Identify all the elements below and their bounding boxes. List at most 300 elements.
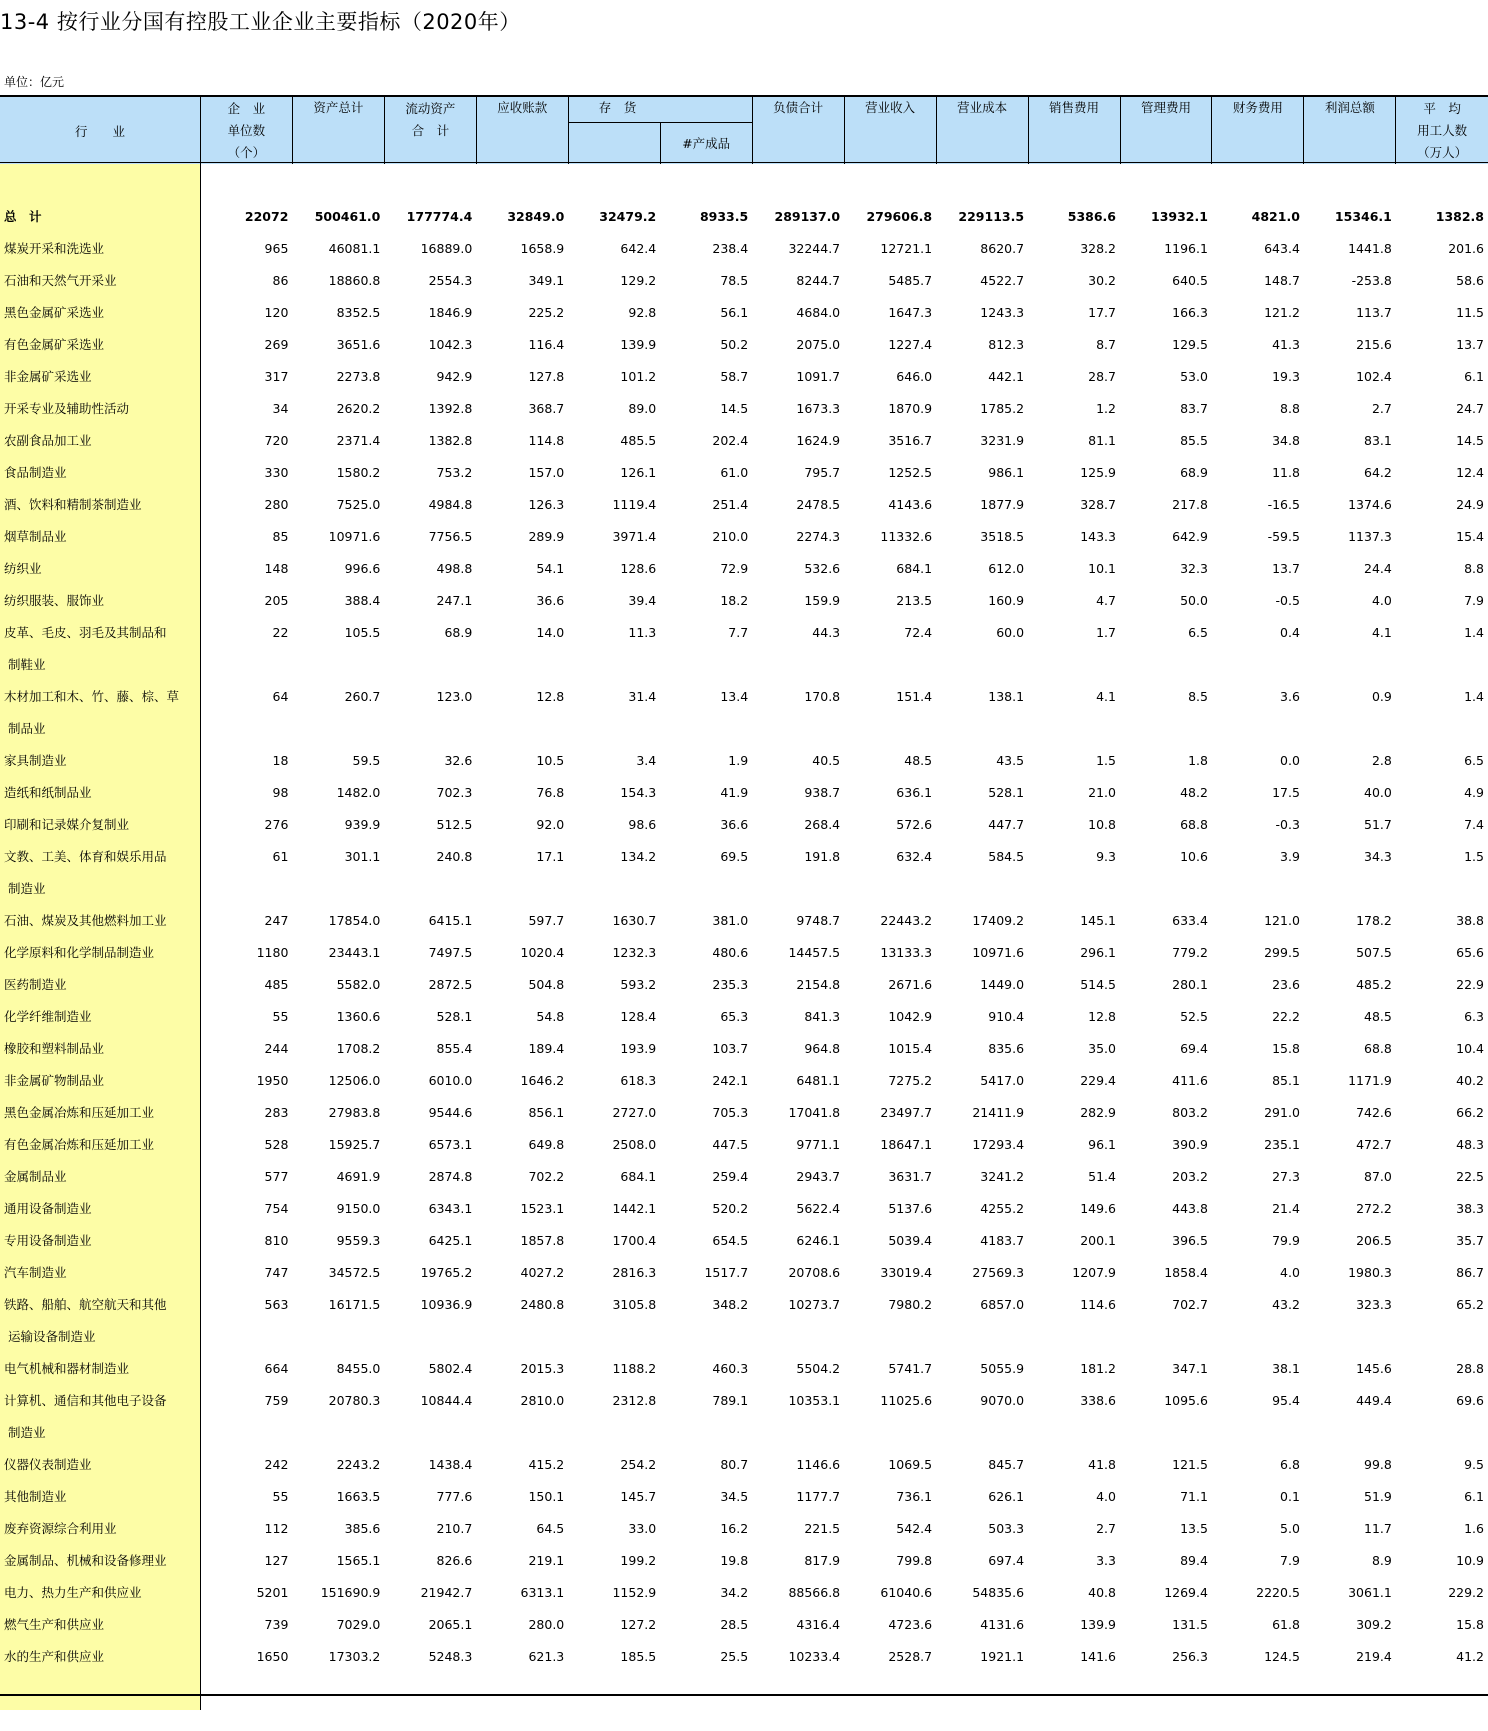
value-cell: 612.0	[988, 560, 1025, 576]
value-cell: 12.8	[1088, 1008, 1116, 1024]
header-inventory: 存 货	[568, 95, 752, 122]
value-cell: 6.8	[1280, 1456, 1300, 1472]
industry-name: 文教、工美、体育和娱乐用品	[0, 840, 200, 872]
value-cell: 283	[264, 1104, 289, 1120]
value-cell: 24.9	[1456, 496, 1484, 512]
industry-name: 烟草制品业	[0, 520, 200, 552]
value-cell: 618.3	[620, 1072, 657, 1088]
value-cell: 2273.8	[336, 368, 381, 384]
value-cell: 2620.2	[336, 400, 381, 416]
value-cell: 128.6	[620, 560, 657, 576]
value-cell: 1646.2	[520, 1072, 565, 1088]
table-row	[0, 1512, 1488, 1544]
value-cell: 514.5	[1080, 976, 1116, 992]
value-cell: 124.5	[1264, 1648, 1300, 1664]
value-cell: 127	[264, 1552, 289, 1568]
value-cell: 282.9	[1080, 1104, 1116, 1120]
value-cell: 9070.0	[980, 1392, 1025, 1408]
value-cell: 1243.3	[980, 304, 1025, 320]
value-cell: 443.8	[1172, 1200, 1208, 1216]
value-cell: 5039.4	[888, 1232, 933, 1248]
value-cell: 21.0	[1088, 784, 1116, 800]
value-cell: 151690.9	[320, 1584, 381, 1600]
value-cell: 31.4	[628, 688, 657, 704]
industry-name: 专用设备制造业	[0, 1224, 200, 1256]
value-cell: 68.8	[1180, 816, 1208, 832]
value-cell: 3971.4	[612, 528, 657, 544]
value-cell: -59.5	[1267, 528, 1300, 544]
value-cell: 1858.4	[1164, 1264, 1208, 1280]
value-cell: 528	[264, 1136, 289, 1152]
value-cell: 9748.7	[796, 912, 841, 928]
value-cell: 810	[264, 1232, 289, 1248]
value-cell: 66.2	[1456, 1104, 1484, 1120]
value-cell: 7029.0	[336, 1616, 381, 1632]
industry-name: 金属制品、机械和设备修理业	[0, 1544, 200, 1576]
value-cell: 572.6	[896, 816, 933, 832]
value-cell: 254.2	[620, 1456, 657, 1472]
value-cell: 996.6	[344, 560, 381, 576]
value-cell: 71.1	[1180, 1488, 1208, 1504]
value-cell: 123.0	[436, 688, 473, 704]
value-cell: 626.1	[988, 1488, 1025, 1504]
value-cell: 65.6	[1456, 944, 1484, 960]
value-cell: 4684.0	[796, 304, 841, 320]
table-row-continuation	[0, 1320, 1488, 1352]
value-cell: 13.4	[720, 688, 749, 704]
industry-name: 废弃资源综合利用业	[0, 1512, 200, 1544]
table-row-continuation	[0, 712, 1488, 744]
value-cell: 247	[264, 912, 289, 928]
table-row	[0, 776, 1488, 808]
value-cell: 348.2	[712, 1296, 749, 1312]
value-cell: 9150.0	[336, 1200, 381, 1216]
table-row	[0, 936, 1488, 968]
value-cell: 149.6	[1080, 1200, 1116, 1216]
table-row	[0, 296, 1488, 328]
value-cell: 528.1	[988, 784, 1025, 800]
header-rule	[0, 162, 1488, 163]
value-cell: 349.1	[528, 272, 565, 288]
value-cell: 151.4	[896, 688, 933, 704]
table-row	[0, 1384, 1488, 1416]
value-cell: 148	[264, 560, 289, 576]
value-cell: 498.8	[436, 560, 473, 576]
value-cell: 8.8	[1280, 400, 1300, 416]
value-cell: 28.8	[1456, 1360, 1484, 1376]
value-cell: 1846.9	[428, 304, 473, 320]
value-cell: 1252.5	[888, 464, 933, 480]
value-cell: 125.9	[1080, 464, 1116, 480]
value-cell: -0.3	[1275, 816, 1300, 832]
value-cell: 145.1	[1080, 912, 1116, 928]
value-cell: 939.9	[344, 816, 381, 832]
value-cell: 14.5	[1456, 432, 1484, 448]
value-cell: 129.2	[620, 272, 657, 288]
value-cell: 219.4	[1356, 1648, 1392, 1664]
value-cell: 5.0	[1280, 1520, 1300, 1536]
table-row	[0, 1640, 1488, 1672]
industry-name: 有色金属矿采选业	[0, 328, 200, 360]
value-cell: 60.0	[996, 624, 1025, 640]
value-cell: 4.0	[1280, 1264, 1300, 1280]
table-row	[0, 1352, 1488, 1384]
value-cell: 3.9	[1280, 848, 1300, 864]
industry-name: 黑色金属矿采选业	[0, 296, 200, 328]
industry-name: 开采专业及辅助性活动	[0, 392, 200, 424]
value-cell: 449.4	[1356, 1392, 1392, 1408]
value-cell: 309.2	[1356, 1616, 1392, 1632]
value-cell: 145.7	[620, 1488, 657, 1504]
value-cell: 472.7	[1356, 1136, 1392, 1152]
value-cell: 6246.1	[796, 1232, 841, 1248]
value-cell: 206.5	[1356, 1232, 1392, 1248]
value-cell: 7275.2	[888, 1072, 933, 1088]
value-cell: 654.5	[712, 1232, 749, 1248]
value-cell: 72.4	[904, 624, 933, 640]
value-cell: 396.5	[1172, 1232, 1208, 1248]
value-cell: 8933.5	[699, 208, 749, 224]
value-cell: 205	[264, 592, 289, 608]
value-cell: 803.2	[1172, 1104, 1208, 1120]
table-row	[0, 264, 1488, 296]
value-cell: 15346.1	[1334, 208, 1392, 224]
value-cell: 85.5	[1180, 432, 1208, 448]
value-cell: 219.1	[528, 1552, 565, 1568]
bottom-rule	[0, 1694, 1488, 1696]
value-cell: 48.3	[1456, 1136, 1484, 1152]
value-cell: 5582.0	[336, 976, 381, 992]
value-cell: 86.7	[1456, 1264, 1484, 1280]
value-cell: 1580.2	[336, 464, 381, 480]
header-selling-expense: 销售费用	[1028, 95, 1120, 164]
value-cell: 202.4	[712, 432, 749, 448]
value-cell: 185.5	[620, 1648, 657, 1664]
value-cell: 10.1	[1088, 560, 1116, 576]
value-cell: 2312.8	[612, 1392, 657, 1408]
value-cell: 244	[264, 1040, 289, 1056]
value-cell: 7.4	[1464, 816, 1484, 832]
value-cell: 753.2	[436, 464, 473, 480]
value-cell: 79.9	[1272, 1232, 1300, 1248]
value-cell: 3.6	[1280, 688, 1300, 704]
value-cell: 1565.1	[336, 1552, 381, 1568]
value-cell: 20708.6	[788, 1264, 841, 1280]
value-cell: 1171.9	[1348, 1072, 1392, 1088]
value-cell: 8.7	[1096, 336, 1116, 352]
value-cell: 11025.6	[880, 1392, 933, 1408]
value-cell: 10.5	[536, 752, 565, 768]
value-cell: 276	[264, 816, 289, 832]
industry-name: 电力、热力生产和供应业	[0, 1576, 200, 1608]
value-cell: 1119.4	[612, 496, 657, 512]
value-cell: 52.5	[1180, 1008, 1208, 1024]
value-cell: 95.4	[1272, 1392, 1300, 1408]
value-cell: 30.2	[1088, 272, 1116, 288]
value-cell: 4.0	[1096, 1488, 1116, 1504]
value-cell: 18647.1	[880, 1136, 933, 1152]
value-cell: 835.6	[988, 1040, 1025, 1056]
value-cell: 68.9	[444, 624, 473, 640]
value-cell: 6343.1	[428, 1200, 473, 1216]
value-cell: 789.1	[712, 1392, 749, 1408]
value-cell: 54835.6	[972, 1584, 1025, 1600]
value-cell: 256.3	[1172, 1648, 1208, 1664]
value-cell: 1980.3	[1348, 1264, 1392, 1280]
value-cell: 32244.7	[788, 240, 841, 256]
value-cell: 1.8	[1188, 752, 1208, 768]
value-cell: 191.8	[804, 848, 841, 864]
value-cell: 1449.0	[980, 976, 1025, 992]
table-row	[0, 584, 1488, 616]
value-cell: 542.4	[896, 1520, 933, 1536]
industry-name: 皮革、毛皮、羽毛及其制品和	[0, 616, 200, 648]
value-cell: 2.7	[1371, 400, 1392, 416]
value-cell: 72.9	[720, 560, 749, 576]
value-cell: 126.1	[620, 464, 657, 480]
value-cell: 166.3	[1172, 304, 1208, 320]
value-cell: 2075.0	[796, 336, 841, 352]
value-cell: 1647.3	[888, 304, 933, 320]
value-cell: 92.8	[628, 304, 657, 320]
value-cell: 1091.7	[796, 368, 841, 384]
value-cell: 702.7	[1172, 1296, 1208, 1312]
value-cell: 347.1	[1172, 1360, 1208, 1376]
value-cell: 532.6	[804, 560, 841, 576]
value-cell: 17041.8	[788, 1104, 841, 1120]
industry-name: 石油和天然气开采业	[0, 264, 200, 296]
value-cell: 584.5	[988, 848, 1025, 864]
value-cell: 76.8	[536, 784, 565, 800]
value-cell: 388.4	[344, 592, 381, 608]
value-cell: 3518.5	[980, 528, 1025, 544]
value-cell: 328.2	[1080, 240, 1116, 256]
value-cell: 17409.2	[972, 912, 1025, 928]
value-cell: 1438.4	[428, 1456, 473, 1472]
value-cell: 7.9	[1280, 1552, 1300, 1568]
value-cell: 89.4	[1180, 1552, 1208, 1568]
value-cell: 99.8	[1364, 1456, 1392, 1472]
value-cell: 17293.4	[972, 1136, 1025, 1152]
value-cell: 520.2	[712, 1200, 749, 1216]
value-cell: 240.8	[436, 848, 473, 864]
value-cell: 6425.1	[428, 1232, 473, 1248]
value-cell: 296.1	[1080, 944, 1116, 960]
table-row	[0, 1064, 1488, 1096]
value-cell: 2065.1	[428, 1616, 473, 1632]
table-row	[0, 1544, 1488, 1576]
value-cell: 759	[264, 1392, 289, 1408]
value-cell: 330	[264, 464, 289, 480]
value-cell: 242.1	[712, 1072, 749, 1088]
value-cell: 268.4	[804, 816, 841, 832]
table-row	[0, 360, 1488, 392]
value-cell: 2816.3	[612, 1264, 657, 1280]
table-row-continuation	[0, 1416, 1488, 1448]
value-cell: 301.1	[344, 848, 381, 864]
value-cell: 177774.4	[406, 208, 473, 224]
value-cell: 40.0	[1364, 784, 1392, 800]
value-cell: 193.9	[620, 1040, 657, 1056]
value-cell: 61	[272, 848, 289, 864]
value-cell: 22443.2	[880, 912, 933, 928]
value-cell: 3231.9	[980, 432, 1025, 448]
value-cell: 597.7	[528, 912, 565, 928]
value-cell: 299.5	[1264, 944, 1300, 960]
value-cell: 4984.8	[428, 496, 473, 512]
value-cell: 83.1	[1364, 432, 1392, 448]
industry-name: 计算机、通信和其他电子设备	[0, 1384, 200, 1416]
value-cell: 14.0	[536, 624, 565, 640]
table-row	[0, 968, 1488, 1000]
value-cell: 259.4	[712, 1168, 749, 1184]
value-cell: 102.4	[1356, 368, 1392, 384]
value-cell: -253.8	[1351, 272, 1392, 288]
value-cell: 447.5	[712, 1136, 749, 1152]
value-cell: 22072	[244, 208, 289, 224]
value-cell: 145.6	[1356, 1360, 1392, 1376]
table-row	[0, 552, 1488, 584]
value-cell: 1095.6	[1164, 1392, 1208, 1408]
value-cell: 41.2	[1456, 1648, 1484, 1664]
value-cell: 1360.6	[336, 1008, 381, 1024]
value-cell: 51.9	[1364, 1488, 1392, 1504]
value-cell: 27983.8	[328, 1104, 381, 1120]
header-current-assets: 流动资产 合 计	[384, 95, 476, 164]
value-cell: 512.5	[436, 816, 473, 832]
value-cell: 684.1	[620, 1168, 657, 1184]
value-cell: 4183.7	[980, 1232, 1025, 1248]
value-cell: 5504.2	[796, 1360, 841, 1376]
value-cell: 41.9	[720, 784, 749, 800]
value-cell: 500461.0	[314, 208, 381, 224]
value-cell: 15.8	[1272, 1040, 1300, 1056]
table-row	[0, 1576, 1488, 1608]
value-cell: 3631.7	[888, 1168, 933, 1184]
value-cell: 51.4	[1088, 1168, 1116, 1184]
value-cell: 2943.7	[796, 1168, 841, 1184]
value-cell: 633.4	[1172, 912, 1208, 928]
value-cell: 0.4	[1280, 624, 1300, 640]
value-cell: 1020.4	[520, 944, 565, 960]
value-cell: 632.4	[896, 848, 933, 864]
value-cell: 1624.9	[796, 432, 841, 448]
value-cell: 289137.0	[774, 208, 841, 224]
value-cell: 3.4	[636, 752, 657, 768]
spacer-cell	[0, 164, 200, 200]
table-row	[0, 1096, 1488, 1128]
value-cell: 221.5	[804, 1520, 841, 1536]
value-cell: 1042.3	[428, 336, 473, 352]
value-cell: 40.2	[1456, 1072, 1484, 1088]
value-cell: 7756.5	[428, 528, 473, 544]
value-cell: 50.0	[1180, 592, 1208, 608]
table-row	[0, 328, 1488, 360]
value-cell: 14457.5	[788, 944, 841, 960]
table-row	[0, 904, 1488, 936]
value-cell: 61.0	[720, 464, 749, 480]
value-cell: 58.6	[1456, 272, 1484, 288]
value-cell: 18	[272, 752, 289, 768]
value-cell: 8620.7	[980, 240, 1025, 256]
value-cell: 643.4	[1264, 240, 1300, 256]
industry-name: 化学原料和化学制品制造业	[0, 936, 200, 968]
value-cell: 22.5	[1456, 1168, 1484, 1184]
value-cell: 1.6	[1464, 1520, 1484, 1536]
value-cell: 720	[264, 432, 289, 448]
table-row	[0, 520, 1488, 552]
table-row	[0, 744, 1488, 776]
value-cell: 159.9	[804, 592, 841, 608]
value-cell: 32.6	[444, 752, 473, 768]
value-cell: 855.4	[436, 1040, 473, 1056]
value-cell: 6.1	[1464, 1488, 1484, 1504]
value-cell: 1382.8	[428, 432, 473, 448]
value-cell: 2874.8	[428, 1168, 473, 1184]
table-row	[0, 1480, 1488, 1512]
value-cell: 649.8	[528, 1136, 565, 1152]
value-cell: 121.0	[1264, 912, 1300, 928]
value-cell: 121.5	[1172, 1456, 1208, 1472]
value-cell: 235.3	[712, 976, 749, 992]
industry-name: 金属制品业	[0, 1160, 200, 1192]
value-cell: 1658.9	[520, 240, 565, 256]
value-cell: 664	[264, 1360, 289, 1376]
value-cell: 702.3	[436, 784, 473, 800]
value-cell: 157.0	[528, 464, 565, 480]
value-cell: 8244.7	[796, 272, 841, 288]
value-cell: 105.5	[344, 624, 381, 640]
value-cell: 1708.2	[336, 1040, 381, 1056]
industry-name: 仪器仪表制造业	[0, 1448, 200, 1480]
value-cell: 22.2	[1272, 1008, 1300, 1024]
industry-name: 铁路、船舶、航空航天和其他	[0, 1288, 200, 1320]
value-cell: 40.8	[1088, 1584, 1116, 1600]
value-cell: 480.6	[712, 944, 749, 960]
value-cell: 577	[264, 1168, 289, 1184]
value-cell: 148.7	[1264, 272, 1300, 288]
value-cell: 17.5	[1272, 784, 1300, 800]
value-cell: 817.9	[804, 1552, 841, 1568]
value-cell: 2478.5	[796, 496, 841, 512]
value-cell: 3241.2	[980, 1168, 1025, 1184]
table-row	[0, 200, 1488, 232]
value-cell: 621.3	[528, 1648, 565, 1664]
value-cell: 14.5	[720, 400, 749, 416]
value-cell: 103.7	[712, 1040, 749, 1056]
value-cell: 4.7	[1096, 592, 1116, 608]
value-cell: 1382.8	[1435, 208, 1484, 224]
value-cell: 6.3	[1464, 1008, 1484, 1024]
value-cell: 112	[264, 1520, 289, 1536]
value-cell: 200.1	[1080, 1232, 1116, 1248]
value-cell: 3516.7	[888, 432, 933, 448]
value-cell: 138.1	[988, 688, 1025, 704]
value-cell: 10936.9	[420, 1296, 473, 1312]
value-cell: 34572.5	[328, 1264, 381, 1280]
value-cell: 563	[264, 1296, 289, 1312]
value-cell: 17.7	[1088, 304, 1116, 320]
value-cell: 1015.4	[888, 1040, 933, 1056]
value-cell: 10353.1	[788, 1392, 841, 1408]
value-cell: 2508.0	[612, 1136, 657, 1152]
industry-name: 非金属矿物制品业	[0, 1064, 200, 1096]
value-cell: 485.2	[1356, 976, 1392, 992]
value-cell: 1.5	[1464, 848, 1484, 864]
value-cell: 44.3	[812, 624, 841, 640]
header-liabilities: 负债合计	[752, 95, 844, 164]
value-cell: 139.9	[620, 336, 657, 352]
